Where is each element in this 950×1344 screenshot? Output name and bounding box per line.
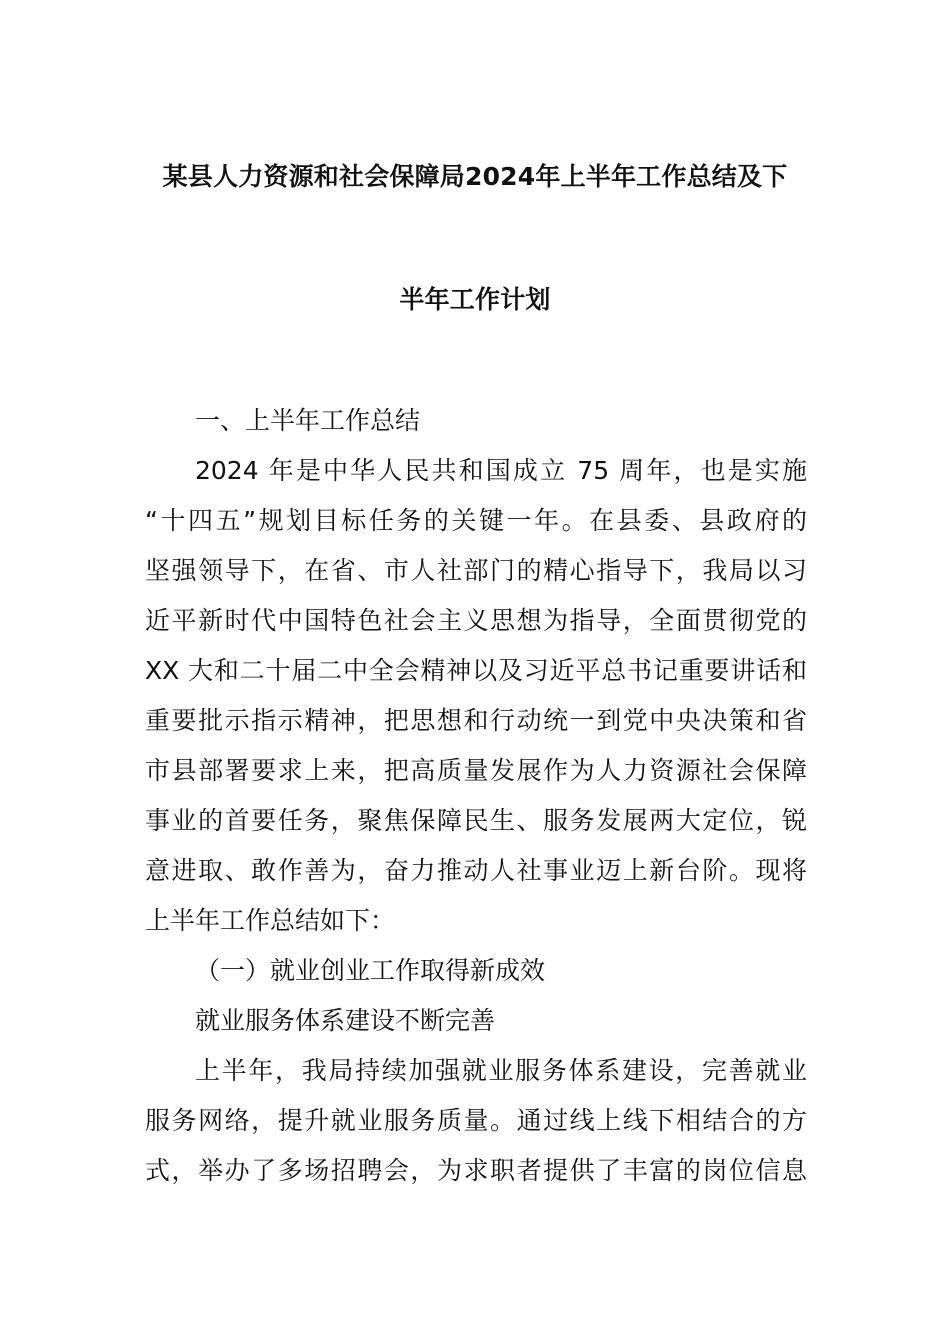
paragraph-line: XX 大和二十届二中全会精神以及习近平总书记重要讲话和 bbox=[145, 656, 807, 685]
subsection-heading: 就业服务体系建设不断完善 bbox=[195, 1006, 496, 1035]
paragraph-line: 重要批示指示精神，把思想和行动统一到党中央决策和省 bbox=[145, 706, 807, 735]
paragraph-line: 上半年，我局持续加强就业服务体系建设，完善就业 bbox=[195, 1056, 807, 1085]
paragraph-line: 服务网络，提升就业服务质量。通过线上线下相结合的方 bbox=[145, 1106, 807, 1135]
section-heading: 一、上半年工作总结 bbox=[195, 406, 421, 435]
paragraph-line: “十四五”规划目标任务的关键一年。在县委、县政府的 bbox=[145, 506, 807, 535]
subsection-heading: （一）就业创业工作取得新成效 bbox=[195, 956, 546, 985]
document-title-line-2: 半年工作计划 bbox=[399, 285, 551, 314]
paragraph-line: 事业的首要任务，聚焦保障民生、服务发展两大定位，锐 bbox=[145, 806, 807, 835]
paragraph-line: 式，举办了多场招聘会，为求职者提供了丰富的岗位信息 bbox=[145, 1156, 807, 1185]
paragraph-line: 意进取、敢作善为，奋力推动人社事业迈上新台阶。现将 bbox=[145, 856, 807, 885]
paragraph-line: 坚强领导下，在省、市人社部门的精心指导下，我局以习 bbox=[145, 556, 807, 585]
paragraph-line: 上半年工作总结如下： bbox=[145, 906, 396, 935]
paragraph-line: 2024 年是中华人民共和国成立 75 周年，也是实施 bbox=[195, 456, 807, 485]
paragraph-line: 市县部署要求上来，把高质量发展作为人力资源社会保障 bbox=[145, 756, 807, 785]
paragraph-line: 近平新时代中国特色社会主义思想为指导，全面贯彻党的 bbox=[145, 606, 807, 635]
document-title-line-1: 某县人力资源和社会保障局2024年上半年工作总结及下 bbox=[162, 162, 788, 191]
